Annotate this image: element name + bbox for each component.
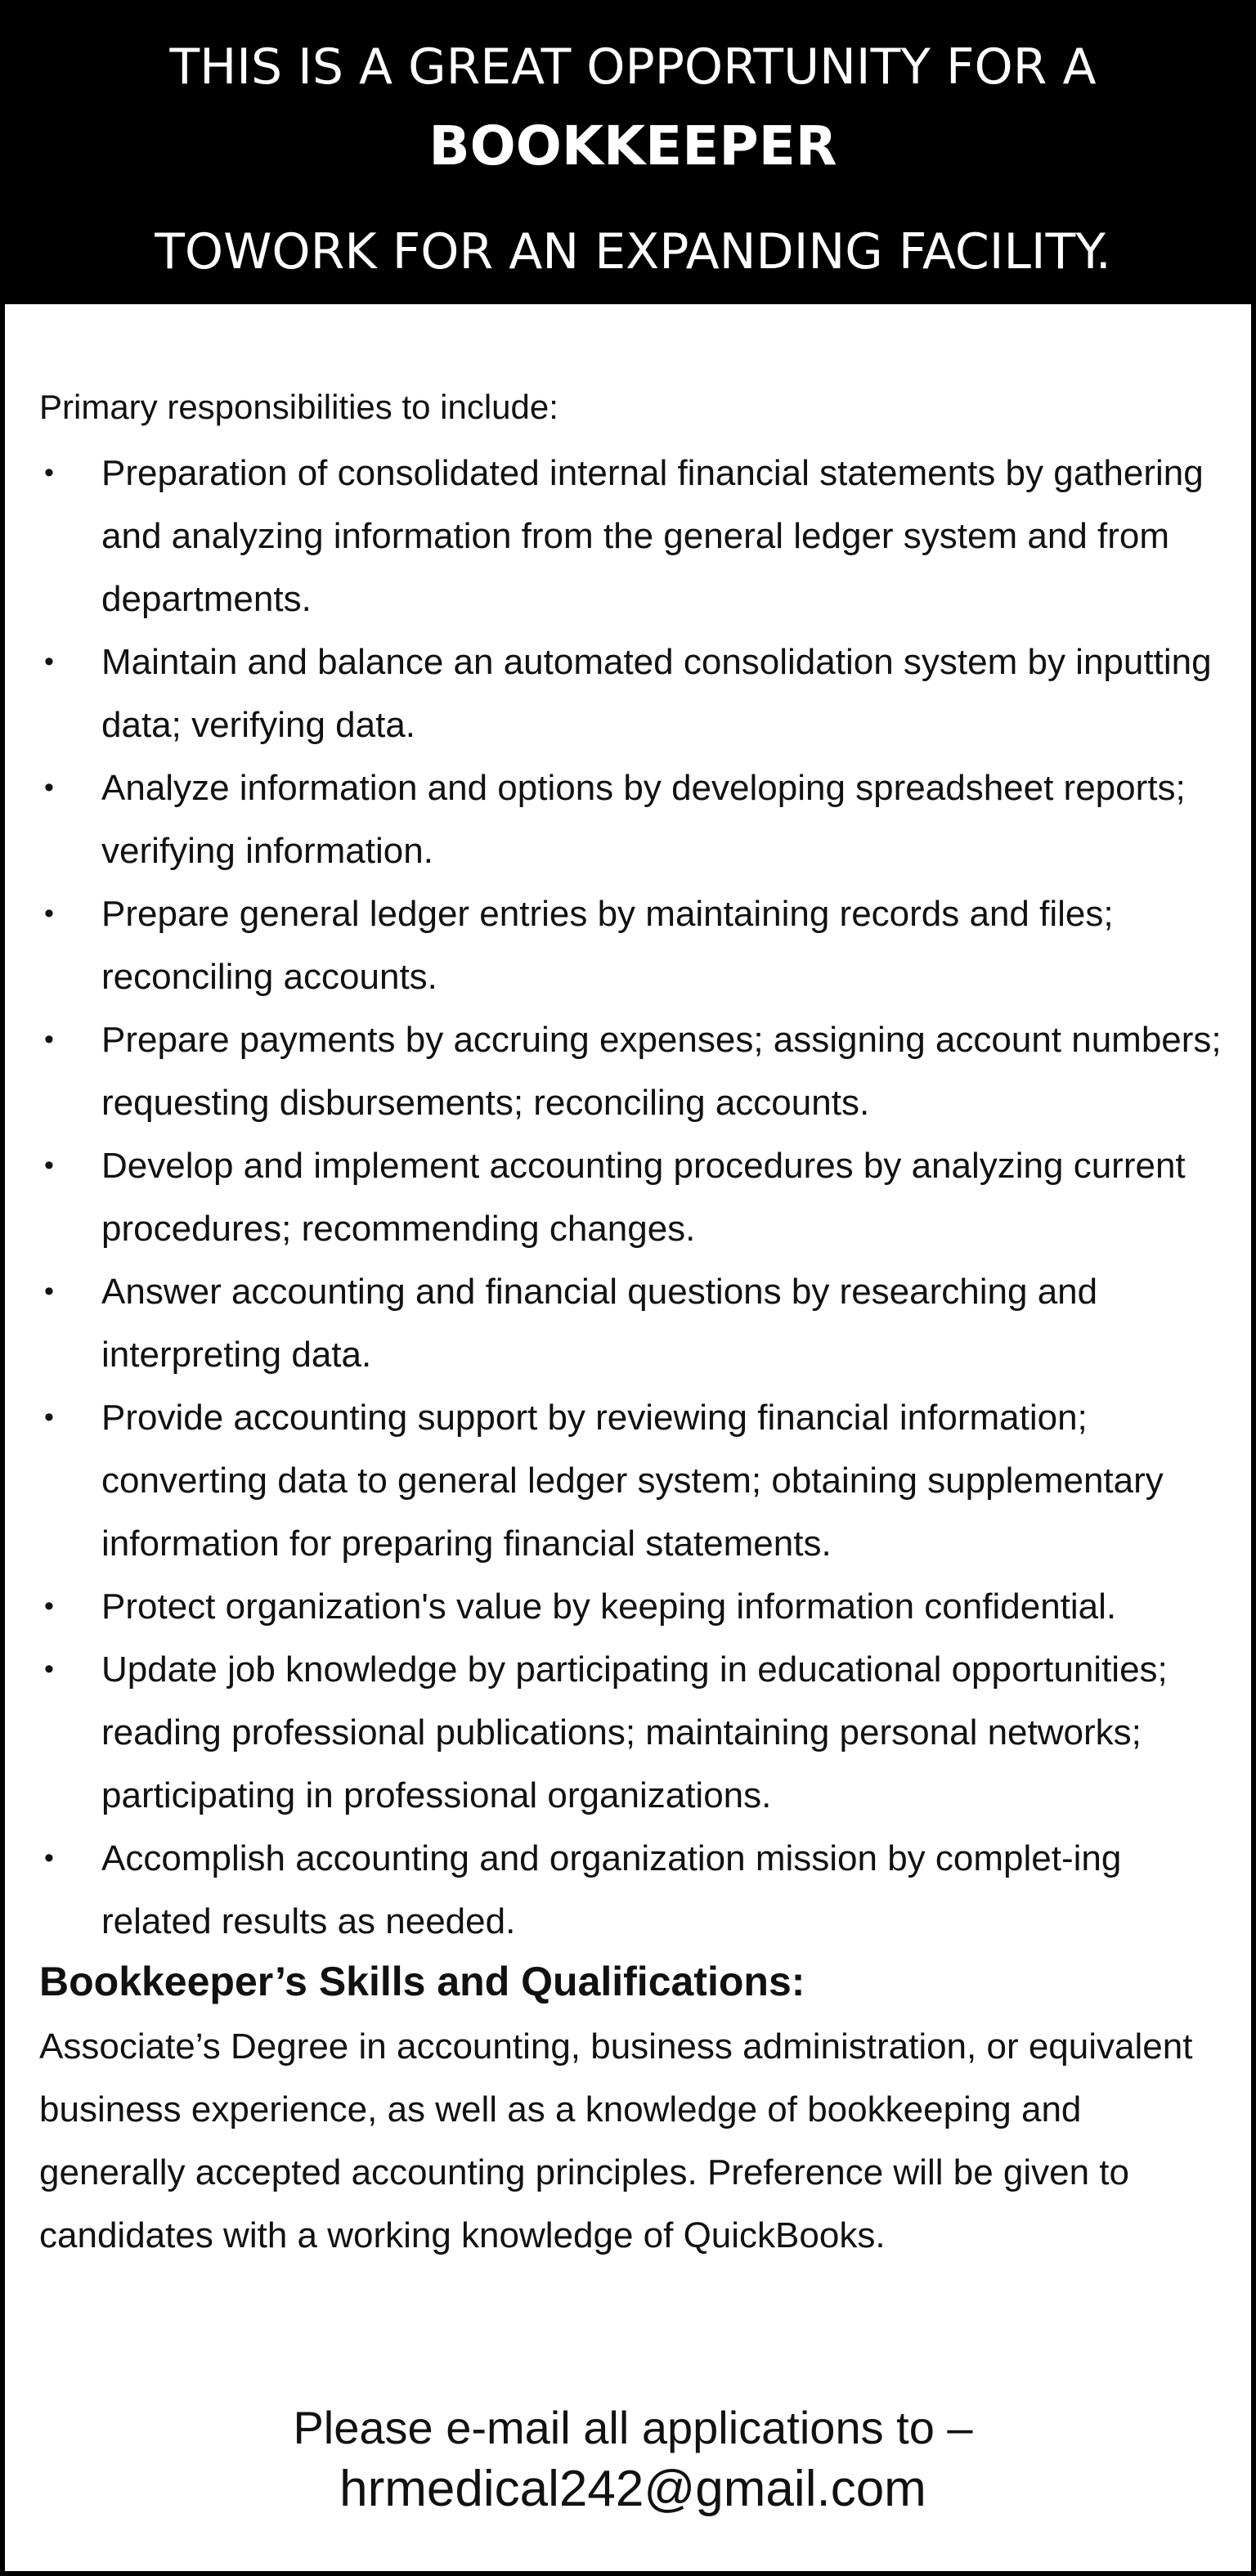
list-item bbox=[39, 1638, 1233, 1827]
bullet-icon: • bbox=[44, 457, 54, 488]
bullet-icon: • bbox=[44, 1842, 54, 1874]
banner-line-opportunity: THIS IS A GREAT OPPORTUNITY FOR A bbox=[169, 38, 1097, 96]
job-description bbox=[39, 383, 1233, 2267]
list-item-text: Preparation of consolidated internal financial statements by gathering and analyzing information from the general ledger system and from departments. bbox=[101, 453, 1204, 619]
list-item-text: Answer accounting and financial questions by researching and interpreting data. bbox=[101, 1272, 1098, 1375]
list-item bbox=[39, 756, 1233, 882]
list-item-text: Accomplish accounting and organization mission by complet-ing related results as needed. bbox=[101, 1838, 1122, 1941]
bullet-icon: • bbox=[44, 772, 54, 803]
list-item bbox=[39, 1008, 1233, 1134]
list-item-text: Protect organization's value by keeping information confidential. bbox=[101, 1586, 1117, 1627]
list-item bbox=[39, 882, 1233, 1008]
list-item-text: Maintain and balance an automated consolidation system by inputting data; verifying data. bbox=[101, 642, 1212, 745]
bullet-icon: • bbox=[44, 1402, 54, 1433]
list-item-text: Analyze information and options by developing spreadsheet reports; verifying information. bbox=[101, 768, 1186, 871]
list-item-text: Update job knowledge by participating in educational opportunities; reading professional publications; maintaining personal networks; participating in professional organizations. bbox=[101, 1649, 1168, 1815]
bullet-icon: • bbox=[44, 1591, 54, 1622]
list-item-text: Provide accounting support by reviewing financial information; converting data to general ledger system; obtaining supplementary information for preparing financial statements. bbox=[101, 1398, 1164, 1564]
list-item bbox=[39, 442, 1233, 631]
banner-job-title: BOOKKEEPER bbox=[428, 114, 837, 177]
skills-description: Associate’s Degree in accounting, business administration, or equivalent business experience, as well as a knowledge of bookkeeping and generally accepted accounting principles. Preference will be given to candidates with a working knowledge of QuickBooks. bbox=[39, 2026, 1193, 2255]
list-item-text: Develop and implement accounting procedures by analyzing current procedures; recommending changes. bbox=[101, 1146, 1186, 1249]
list-item bbox=[39, 1386, 1233, 1575]
responsibilities-list bbox=[39, 442, 1233, 1953]
list-item bbox=[39, 1827, 1233, 1953]
contact-section bbox=[5, 2399, 1256, 2522]
list-item bbox=[39, 631, 1233, 756]
list-item bbox=[39, 1134, 1233, 1260]
banner-line-facility: TOWORK FOR AN EXPANDING FACILITY. bbox=[155, 223, 1111, 280]
skills-heading: Bookkeeper’s Skills and Qualifications: bbox=[39, 1959, 805, 2004]
bullet-icon: • bbox=[44, 1276, 54, 1307]
bullet-icon: • bbox=[44, 898, 54, 929]
bullet-icon: • bbox=[44, 1150, 54, 1181]
bullet-icon: • bbox=[44, 1654, 54, 1685]
list-item-text: Prepare payments by accruing expenses; assigning account numbers; requesting disbursements; reconciling accounts. bbox=[101, 1020, 1222, 1123]
header-banner bbox=[5, 5, 1256, 304]
list-item bbox=[39, 1260, 1233, 1386]
contact-prompt: Please e-mail all applications to – bbox=[293, 2402, 973, 2453]
contact-email: hrmedical242@gmail.com bbox=[339, 2461, 926, 2517]
bullet-icon: • bbox=[44, 646, 54, 677]
bullet-icon: • bbox=[44, 1024, 54, 1055]
responsibilities-intro: Primary responsibilities to include: bbox=[39, 388, 558, 426]
list-item bbox=[39, 1575, 1233, 1638]
list-item-text: Prepare general ledger entries by maintaining records and files; reconciling accounts. bbox=[101, 894, 1114, 997]
